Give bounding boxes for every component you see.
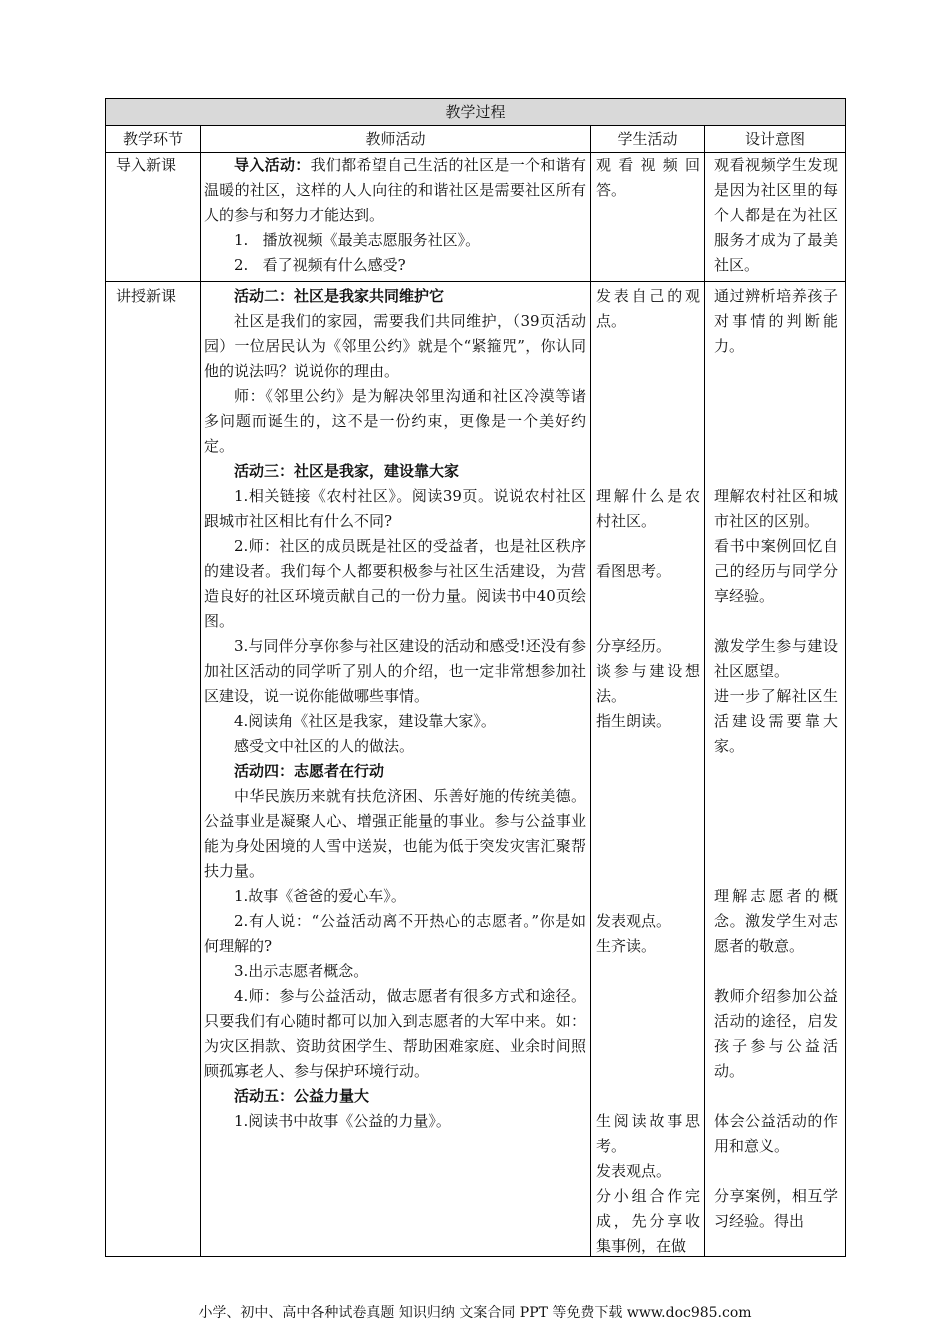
cell-spacer bbox=[596, 384, 700, 409]
col-divider-1 bbox=[200, 126, 201, 1256]
column-header-intent: 设计意图 bbox=[744, 130, 805, 148]
activity-paragraph: 3.与同伴分享你参与社区建设的活动和感受!还没有参加社区活动的同学听了别人的介绍，也一定非常想参加社区建设，说一说你能做哪些事情。 bbox=[204, 637, 586, 705]
activity-paragraph: 导入活动：我们都希望自己生活的社区是一个和谐有温暖的社区，这样的人人向往的和谐社区是需要社区所有人的参与和努力才能达到。 bbox=[204, 156, 586, 224]
activity-paragraph: 1.阅读书中故事《公益的力量》。 bbox=[234, 1112, 451, 1130]
design-intent-text: 通过辨析培养孩子对事情的判断能力。 bbox=[714, 287, 838, 355]
cell-spacer bbox=[596, 784, 700, 809]
cell-spacer bbox=[596, 584, 700, 609]
cell-spacer bbox=[714, 809, 838, 834]
activity-heading: 活动四：志愿者在行动 bbox=[234, 762, 385, 780]
design-intent-text: 理解志愿者的概念。激发学生对志愿者的敬意。 bbox=[714, 887, 838, 955]
design-intent-text: 看书中案例回忆自己的经历与同学分享经验。 bbox=[714, 537, 838, 605]
row-divider bbox=[106, 281, 845, 282]
student-activity-text: 分享经历。 bbox=[596, 637, 672, 655]
cell-spacer bbox=[714, 834, 838, 859]
design-intent-text: 激发学生参与建设社区愿望。 bbox=[714, 637, 838, 680]
student-activity-text: 观看视频回答。 bbox=[596, 156, 700, 199]
row1-stage: 导入新课 bbox=[116, 156, 177, 174]
activity-lead: 导入活动： bbox=[234, 156, 311, 174]
cell-spacer bbox=[596, 334, 700, 359]
cell-spacer bbox=[714, 1084, 838, 1109]
activity-paragraph: 1.故事《爸爸的爱心车》。 bbox=[234, 887, 406, 905]
activity-step: 1. 播放视频《最美志愿服务社区》。 bbox=[234, 231, 481, 249]
student-activity-text: 分小组合作完成，先分享收集事例，在做 bbox=[596, 1187, 700, 1255]
teaching-process-table bbox=[105, 98, 846, 1257]
student-activity-text: 理解什么是农村社区。 bbox=[596, 487, 700, 530]
cell-spacer bbox=[596, 1084, 700, 1109]
activity-heading: 活动二：社区是我家共同维护它 bbox=[234, 287, 445, 305]
page-footer: 小学、初中、高中各种试卷真题 知识归纳 文案合同 PPT 等免费下载 www.doc985.com bbox=[198, 1305, 752, 1321]
activity-paragraph: 2.师：社区的成员既是社区的受益者，也是社区秩序的建设者。我们每个人都要积极参与社区生活建设，为营造良好的社区环境贡献自己的一份力量。阅读书中40页绘图。 bbox=[204, 537, 586, 630]
column-header-teacher: 教师活动 bbox=[365, 130, 426, 148]
student-activity-text: 发表自己的观点。 bbox=[596, 287, 700, 330]
row1-teacher-activity bbox=[204, 153, 586, 278]
column-header-student: 学生活动 bbox=[617, 130, 678, 148]
student-activity-text: 指生朗读。 bbox=[596, 712, 672, 730]
student-activity-text: 发表观点。 bbox=[596, 1162, 672, 1180]
cell-spacer bbox=[714, 759, 838, 784]
activity-paragraph: 中华民族历来就有扶危济困、乐善好施的传统美德。公益事业是凝聚人心、增强正能量的事业。参与公益事业能为身处困境的人雪中送炭，也能为低于突发灾害汇聚帮扶力量。 bbox=[204, 787, 586, 880]
cell-spacer bbox=[714, 434, 838, 459]
cell-spacer bbox=[714, 784, 838, 809]
cell-spacer bbox=[714, 459, 838, 484]
activity-paragraph: 3.出示志愿者概念。 bbox=[234, 962, 369, 980]
cell-spacer bbox=[596, 409, 700, 434]
cell-spacer bbox=[596, 809, 700, 834]
cell-spacer bbox=[596, 959, 700, 984]
activity-paragraph: 师：《邻里公约》是为解决邻里沟通和社区冷漠等诸多问题而诞生的，这不是一份约束，更像是一个美好约定。 bbox=[204, 387, 586, 455]
row2-design-intent bbox=[714, 284, 838, 1234]
cell-spacer bbox=[596, 534, 700, 559]
student-activity-text: 生齐读。 bbox=[596, 937, 657, 955]
activity-heading: 活动三：社区是我家，建设靠大家 bbox=[234, 462, 460, 480]
cell-spacer bbox=[596, 734, 700, 759]
activity-paragraph: 社区是我们的家园，需要我们共同维护，（39页活动园）一位居民认为《邻里公约》就是个“紧箍咒”，你认同他的说法吗？说说你的理由。 bbox=[204, 312, 586, 380]
cell-spacer bbox=[714, 359, 838, 384]
cell-spacer bbox=[596, 1009, 700, 1034]
cell-spacer bbox=[596, 884, 700, 909]
activity-heading: 活动五：公益力量大 bbox=[234, 1087, 370, 1105]
cell-spacer bbox=[714, 959, 838, 984]
cell-spacer bbox=[596, 609, 700, 634]
cell-spacer bbox=[714, 859, 838, 884]
cell-spacer bbox=[714, 1159, 838, 1184]
cell-spacer bbox=[714, 609, 838, 634]
design-intent-text: 观看视频学生发现是因为社区里的每个人都是在为社区服务才成为了最美社区。 bbox=[714, 156, 838, 274]
col-divider-2 bbox=[590, 126, 591, 1256]
cell-spacer bbox=[596, 459, 700, 484]
student-activity-text: 生阅读故事思考。 bbox=[596, 1112, 700, 1155]
design-intent-text: 分享案例，相互学习经验。得出 bbox=[714, 1187, 838, 1230]
cell-spacer bbox=[596, 1059, 700, 1084]
student-activity-text: 看图思考。 bbox=[596, 562, 672, 580]
table-title: 教学过程 bbox=[106, 99, 845, 126]
row1-design-intent bbox=[714, 153, 838, 278]
row2-stage: 讲授新课 bbox=[116, 287, 177, 305]
design-intent-text: 体会公益活动的作用和意义。 bbox=[714, 1112, 838, 1155]
cell-spacer bbox=[714, 409, 838, 434]
design-intent-text: 理解农村社区和城市社区的区别。 bbox=[714, 487, 838, 530]
row2-teacher-activity bbox=[204, 284, 586, 1134]
row2-student-activity bbox=[596, 284, 700, 1259]
design-intent-text: 进一步了解社区生活建设需要靠大家。 bbox=[714, 687, 838, 755]
cell-spacer bbox=[596, 859, 700, 884]
student-activity-text: 谈参与建设想法。 bbox=[596, 662, 700, 705]
column-header-stage: 教学环节 bbox=[122, 130, 183, 148]
design-intent-text: 教师介绍参加公益活动的途径，启发孩子参与公益活动。 bbox=[714, 987, 838, 1080]
student-activity-text: 发表观点。 bbox=[596, 912, 672, 930]
activity-paragraph: 感受文中社区的人的做法。 bbox=[234, 737, 415, 755]
cell-spacer bbox=[596, 434, 700, 459]
activity-paragraph: 2.有人说：“公益活动离不开热心的志愿者。”你是如何理解的? bbox=[204, 912, 586, 955]
row1-student-activity bbox=[596, 153, 700, 203]
cell-spacer bbox=[596, 834, 700, 859]
activity-paragraph: 4.阅读角《社区是我家，建设靠大家》。 bbox=[234, 712, 496, 730]
cell-spacer bbox=[596, 759, 700, 784]
cell-spacer bbox=[596, 984, 700, 1009]
col-divider-3 bbox=[704, 126, 705, 1256]
cell-spacer bbox=[714, 384, 838, 409]
cell-spacer bbox=[596, 1034, 700, 1059]
activity-step: 2. 看了视频有什么感受? bbox=[234, 256, 406, 274]
cell-spacer bbox=[596, 359, 700, 384]
activity-paragraph: 4.师：参与公益活动，做志愿者有很多方式和途径。只要我们有心随时都可以加入到志愿者的大军中来。如：为灾区捐款、资助贫困学生、帮助困难家庭、业余时间照顾孤寡老人、参与保护环境行动。 bbox=[204, 987, 586, 1080]
activity-paragraph: 1.相关链接《农村社区》。阅读39页。说说农村社区跟城市社区相比有什么不同? bbox=[204, 487, 586, 530]
